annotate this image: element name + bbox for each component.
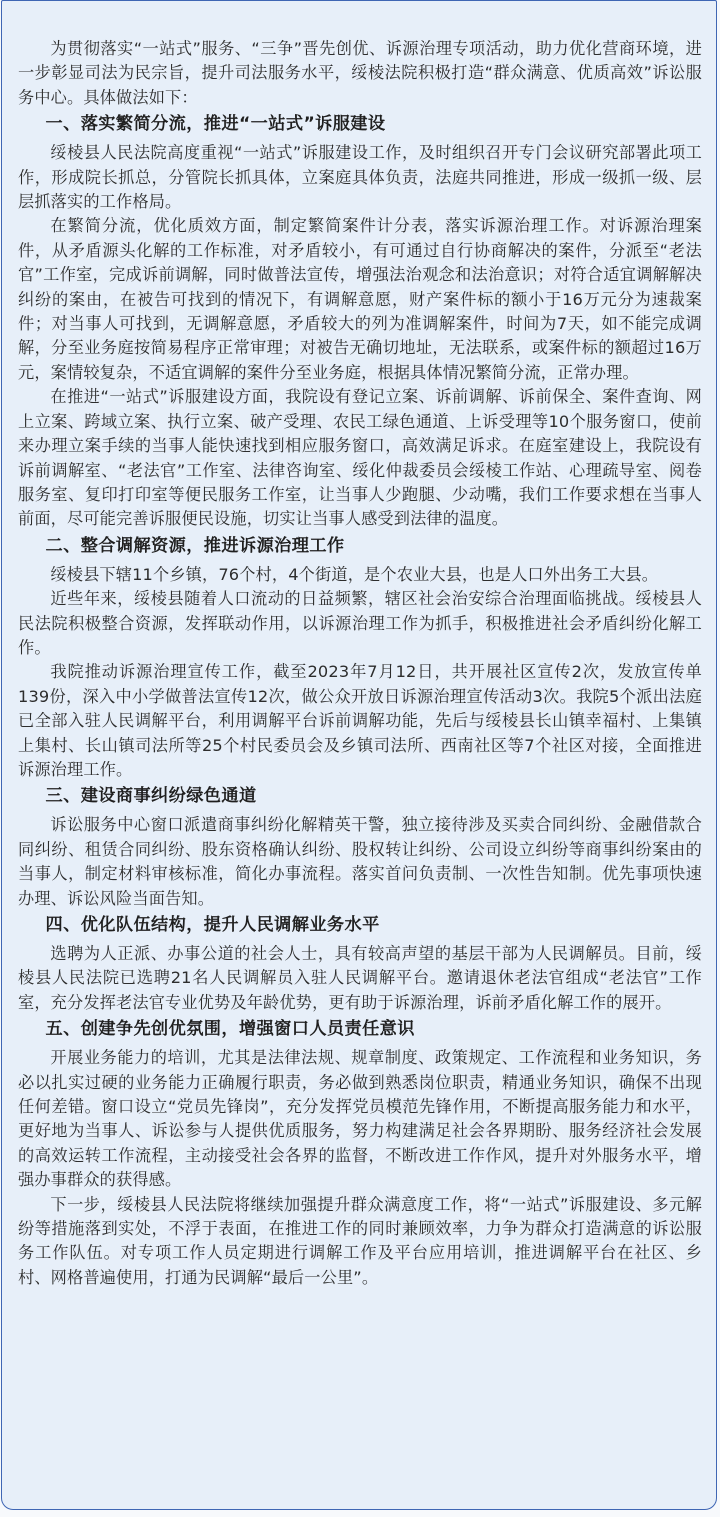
- section-4-paragraph-1: 选聘为人正派、办事公道的社会人士，具有较高声望的基层干部为人民调解员。目前，绥棱县人民法院已选聘21名人民调解员入驻人民调解平台。邀请退休老法官组成“老法官”工作室，充分发挥老法官专业优势及年龄优势，更有助于诉源治理，诉前矛盾化解工作的展开。: [18, 944, 702, 1012]
- section-2-paragraph-1: 绥棱县下辖11个乡镇，76个村，4个街道，是个农业大县，也是人口外出务工大县。: [50, 564, 659, 584]
- section-3-paragraph-1: 诉讼服务中心窗口派遣商事纠纷化解精英干警，独立接待涉及买卖合同纠纷、金融借款合同纠纷、租赁合同纠纷、股东资格确认纠纷、股权转让纠纷、公司设立纠纷等商事纠纷案由的当事人，制定材料审核标准，简化办事流程。落实首问负责制、一次性告知制。优先事项快速办理、诉讼风险当面告知。: [18, 815, 702, 908]
- section-3-heading: 三、建设商事纠纷绿色通道: [45, 786, 257, 807]
- section-5-paragraph-2: 下一步，绥棱县人民法院将继续加强提升群众满意度工作，将“一站式”诉服建设、多元解纷等措施落到实处，不浮于表面，在推进工作的同时兼顾效率，力争为群众打造满意的诉讼服务工作队伍。对专项工作人员定期进行调解工作及平台应用培训，推进调解平台在社区、乡村、网格普遍使用，打通为民调解“最后一公里”。: [18, 1194, 702, 1287]
- section-1-heading: 一、落实繁简分流，推进“一站式”诉服建设: [45, 114, 386, 135]
- section-5-heading: 五、创建争先创优氛围，增强窗口人员责任意识: [45, 1019, 415, 1040]
- section-2-paragraph-2: 近些年来，绥棱县随着人口流动的日益频繁，辖区社会治安综合治理面临挑战。绥棱县人民法院积极整合资源，发挥联动作用，以诉源治理工作为抓手，积极推进社会矛盾纠纷化解工作。: [18, 589, 702, 657]
- section-2-heading: 二、整合调解资源，推进诉源治理工作: [45, 535, 345, 556]
- section-1-paragraph-2: 在繁简分流，优化质效方面，制定繁简案件计分表，落实诉源治理工作。对诉源治理案件，从矛盾源头化解的工作标准，对矛盾较小，有可通过自行协商解决的案件，分派至“老法官”工作室，完成诉前调解，同时做普法宣传，增强法治观念和法治意识；对符合适宜调解解决纠纷的案由，在被告可找到的情况下，有调解意愿，财产案件标的额小于16万元分为速裁案件；对当事人可找到，无调解意愿，矛盾较大的列为准调解案件，时间为7天，如不能完成调解，分至业务庭按简易程序正常审理；对被告无确切地址，无法联系，或案件标的额超过16万元，案情较复杂，不适宜调解的案件分至业务庭，根据具体情况繁简分流，正常办理。: [18, 216, 702, 382]
- intro-paragraph: 为贯彻落实“一站式”服务、“三争”晋先创优、诉源治理专项活动，助力优化营商环境，进一步彰显司法为民宗旨，提升司法服务水平，绥棱法院积极打造“群众满意、优质高效”诉讼服务中心。具体做法如下：: [18, 39, 702, 107]
- section-4-heading: 四、优化队伍结构，提升人民调解业务水平: [45, 915, 380, 935]
- section-5-paragraph-1: 开展业务能力的培训，尤其是法律法规、规章制度、政策规定、工作流程和业务知识，务必以扎实过硬的业务能力正确履行职责，务必做到熟悉岗位职责，精通业务知识，确保不出现任何差错。窗口设立“党员先锋岗”，充分发挥党员模范先锋作用，不断提高服务能力和水平，更好地为当事人、诉讼参与人提供优质服务，努力构建满足社会各界期盼、服务经济社会发展的高效运转工作流程，主动接受社会各界的监督，不断改进工作作风，提升对外服务水平，增强办事群众的获得感。: [18, 1048, 702, 1190]
- article-panel: [1, 0, 717, 1510]
- section-1-paragraph-3: 在推进“一站式”诉服建设方面，我院设有登记立案、诉前调解、诉前保全、案件查询、网上立案、跨域立案、执行立案、破产受理、农民工绿色通道、上诉受理等10个服务窗口，使前来办理立案手续的当事人能快速找到相应服务窗口，高效满足诉求。在庭室建设上，我院设有诉前调解室、“老法官”工作室、法律咨询室、绥化仲裁委员会绥棱工作站、心理疏导室、阅卷服务室、复印打印室等便民服务工作室，让当事人少跑腿、少动嘴，我们工作要求想在当事人前面，尽可能完善诉服便民设施，切实让当事人感受到法律的温度。: [18, 387, 702, 529]
- section-2-paragraph-3: 我院推动诉源治理宣传工作，截至2023年7月12日，共开展社区宣传2次，发放宣传单139份，深入中小学做普法宣传12次，做公众开放日诉源治理宣传活动3次。我院5个派出法庭已全部入驻人民调解平台，利用调解平台诉前调解功能，先后与绥棱县长山镇幸福村、上集镇上集村、长山镇司法所等25个村民委员会及乡镇司法所、西南社区等7个社区对接，全面推进诉源治理工作。: [18, 662, 702, 779]
- section-1-paragraph-1: 绥棱县人民法院高度重视“一站式”诉服建设工作，及时组织召开专门会议研究部署此项工作，形成院长抓总，分管院长抓具体，立案庭具体负责，法庭共同推进，形成一级抓一级、层层抓落实的工作格局。: [18, 143, 702, 212]
